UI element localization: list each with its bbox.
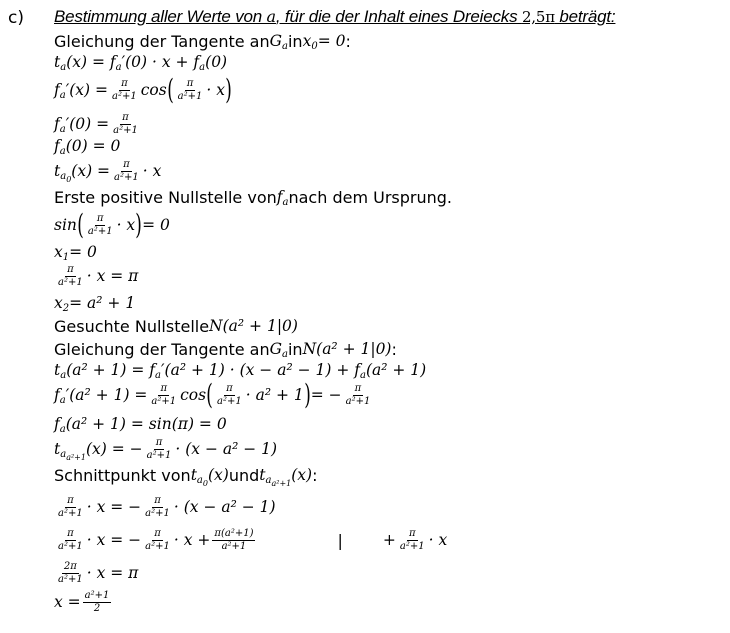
math-variable: x bbox=[302, 32, 312, 50]
math-expression: = a² + 1 bbox=[69, 294, 136, 312]
subscript bbox=[283, 197, 289, 208]
large-parenthesis: ( bbox=[206, 378, 213, 411]
numerator: π bbox=[67, 263, 74, 275]
subscript-text: a bbox=[60, 448, 67, 460]
math-expression: cos bbox=[140, 81, 167, 99]
math-variable: f bbox=[54, 137, 60, 155]
formula-line bbox=[54, 562, 138, 584]
numerator: π bbox=[67, 527, 74, 539]
large-parenthesis: ) bbox=[225, 73, 232, 106]
subscript bbox=[311, 41, 317, 52]
heading-text: , für die der Inhalt eines Dreiecks bbox=[275, 7, 522, 26]
numerator: a²+1 bbox=[84, 589, 110, 601]
formula-line bbox=[54, 186, 452, 208]
subscript-text: a bbox=[155, 369, 162, 381]
numerator: π bbox=[121, 77, 128, 89]
formula-line bbox=[54, 265, 138, 287]
math-expression: = 0 bbox=[317, 32, 346, 50]
formula-line bbox=[54, 51, 227, 73]
denominator: a²+1 bbox=[87, 225, 113, 237]
formula-line bbox=[54, 113, 142, 135]
math-expression: (0) = 0 bbox=[65, 137, 121, 155]
subscript bbox=[60, 124, 66, 135]
subscript bbox=[60, 395, 66, 406]
fraction bbox=[145, 437, 174, 462]
fraction bbox=[111, 112, 140, 137]
subscript bbox=[197, 475, 208, 486]
math-expression: (x) = f bbox=[66, 53, 116, 71]
text: und bbox=[228, 465, 260, 485]
fraction bbox=[56, 495, 85, 520]
math-variable: x bbox=[54, 294, 63, 312]
math-expression: (a² + 1) bbox=[365, 361, 427, 379]
numerator: π bbox=[408, 527, 416, 539]
denominator: a²+1 bbox=[145, 540, 170, 552]
numerator: π bbox=[122, 111, 129, 123]
fraction bbox=[149, 383, 178, 408]
denominator: a²+1 bbox=[146, 449, 172, 461]
text: Gesuchte Nullstelle bbox=[54, 316, 210, 336]
subscript bbox=[60, 146, 66, 157]
math-expression: sin bbox=[54, 216, 77, 234]
subscript-text: a bbox=[282, 348, 288, 360]
formula-line bbox=[54, 378, 374, 411]
subscript bbox=[360, 370, 366, 381]
subscript-text: 2 bbox=[62, 302, 70, 314]
subscript-text: a bbox=[59, 394, 66, 406]
numerator: π bbox=[154, 494, 161, 506]
fraction bbox=[212, 528, 255, 553]
subscript-text: a bbox=[115, 61, 122, 73]
math-expression: ′(a² + 1) = bbox=[65, 386, 148, 404]
math-expression: x = bbox=[54, 593, 81, 611]
math-variable: f bbox=[276, 188, 283, 206]
math-variable: f bbox=[54, 386, 60, 404]
part-label: c) bbox=[8, 8, 24, 28]
math-expression: = 0 bbox=[142, 216, 170, 234]
math-variable: t bbox=[54, 361, 61, 379]
math-expression: (x) bbox=[207, 466, 229, 484]
subscript bbox=[60, 449, 86, 460]
large-parenthesis: ( bbox=[166, 73, 174, 106]
math-expression: = − bbox=[310, 386, 342, 404]
math-expression: · x + bbox=[173, 531, 211, 549]
subscript-text: a bbox=[265, 474, 272, 486]
math-variable: G bbox=[269, 32, 283, 50]
math-expression: · x = − bbox=[86, 531, 142, 549]
formula-line bbox=[54, 413, 227, 435]
fraction bbox=[83, 590, 112, 615]
nested-subscript: 0 bbox=[202, 478, 208, 488]
formula-line bbox=[54, 292, 135, 314]
task-heading bbox=[54, 7, 615, 27]
subscript-text: a bbox=[359, 369, 366, 381]
formula-line bbox=[54, 160, 161, 182]
fraction bbox=[344, 383, 373, 408]
denominator: a²+1 bbox=[221, 540, 247, 552]
math-variable: f bbox=[54, 81, 60, 99]
math-expression: · x = π bbox=[86, 267, 139, 285]
formula-line bbox=[54, 30, 351, 52]
denominator: a²+1 bbox=[58, 276, 83, 288]
text: : bbox=[345, 31, 351, 51]
formula-line bbox=[54, 438, 277, 460]
large-parenthesis: ) bbox=[135, 208, 142, 241]
numerator: π(a²+1) bbox=[214, 527, 254, 539]
subscript bbox=[155, 370, 161, 381]
formula-line bbox=[54, 315, 298, 337]
formula-line bbox=[54, 73, 232, 106]
fraction bbox=[56, 264, 85, 289]
subscript bbox=[63, 303, 69, 314]
denominator: a²+1 bbox=[399, 540, 425, 552]
text: in bbox=[287, 339, 303, 359]
denominator: a²+1 bbox=[151, 395, 177, 407]
nested-subscript: 0 bbox=[66, 174, 72, 184]
math-expression: · a² + 1 bbox=[245, 386, 304, 404]
numerator: π bbox=[186, 77, 194, 89]
denominator: a²+1 bbox=[145, 507, 170, 519]
subscript-text: a bbox=[60, 61, 67, 73]
text: nach dem Ursprung. bbox=[288, 187, 452, 207]
subscript bbox=[60, 90, 66, 101]
denominator: a²+1 bbox=[114, 171, 139, 183]
subscript-text: a bbox=[59, 123, 66, 135]
text: : bbox=[391, 339, 397, 359]
fraction bbox=[56, 561, 85, 586]
subscript-text: a bbox=[196, 474, 203, 486]
math-expression: · x bbox=[142, 162, 162, 180]
numerator: π bbox=[123, 158, 130, 170]
subscript-text: a bbox=[59, 89, 66, 101]
math-expression: (a² + 1) = f bbox=[66, 361, 156, 379]
heading-variable: a bbox=[266, 7, 276, 26]
subscript-text: 1 bbox=[62, 251, 70, 263]
formula-line bbox=[54, 135, 120, 157]
subscript bbox=[60, 171, 71, 182]
formula-line bbox=[54, 529, 447, 551]
subscript-text: a bbox=[282, 40, 288, 52]
denominator: a²+1 bbox=[345, 395, 371, 407]
text: Gleichung der Tangente an bbox=[54, 339, 270, 359]
numerator: π bbox=[96, 212, 104, 224]
subscript bbox=[266, 475, 292, 486]
denominator: 2 bbox=[93, 602, 101, 614]
math-expression: · x bbox=[116, 216, 136, 234]
math-variable: f bbox=[54, 415, 60, 433]
large-parenthesis: ( bbox=[77, 208, 84, 241]
math-expression: cos bbox=[180, 386, 207, 404]
numerator: π bbox=[154, 527, 161, 539]
denominator: a²+1 bbox=[112, 90, 137, 102]
formula-line bbox=[54, 241, 97, 263]
fraction bbox=[176, 78, 205, 103]
math-variable: G bbox=[269, 340, 283, 358]
math-variable: t bbox=[259, 466, 266, 484]
formula-line bbox=[54, 208, 170, 241]
subscript-text: a bbox=[59, 145, 66, 157]
math-variable: t bbox=[54, 53, 61, 71]
subscript-text: a bbox=[199, 61, 206, 73]
math-expression: + bbox=[382, 531, 396, 549]
math-expression: (x) bbox=[291, 466, 313, 484]
subscript-text: a bbox=[60, 369, 67, 381]
subscript-text: 0 bbox=[311, 40, 318, 52]
math-expression: (0) bbox=[205, 53, 228, 71]
text: : bbox=[312, 465, 318, 485]
math-variable: N(a² + 1|0) bbox=[209, 317, 298, 335]
denominator: a²+1 bbox=[217, 395, 242, 407]
math-expression: ′(0) = bbox=[65, 115, 110, 133]
math-expression: = 0 bbox=[69, 243, 97, 261]
denominator: a²+1 bbox=[58, 540, 83, 552]
subscript bbox=[60, 62, 66, 73]
subscript bbox=[282, 349, 288, 360]
nested-subscript: a²+1 bbox=[66, 452, 86, 462]
math-expression: · (x − a² − 1) bbox=[175, 440, 278, 458]
heading-text: beträgt: bbox=[554, 7, 616, 26]
math-expression: ′(0) · x + f bbox=[121, 53, 200, 71]
math-expression: (a² + 1) = sin(π) = 0 bbox=[65, 415, 227, 433]
math-variable: x bbox=[54, 243, 63, 261]
heading-text: Bestimmung aller Werte von bbox=[54, 7, 267, 26]
subscript bbox=[60, 424, 66, 435]
subscript bbox=[282, 41, 288, 52]
formula-line bbox=[54, 591, 113, 613]
fraction bbox=[398, 528, 427, 553]
math-expression: · x bbox=[428, 531, 448, 549]
math-variable: N(a² + 1|0) bbox=[302, 340, 392, 358]
denominator: a²+1 bbox=[58, 507, 83, 519]
formula-line bbox=[54, 338, 397, 360]
math-expression: · (x − a² − 1) bbox=[173, 498, 276, 516]
text: Gleichung der Tangente an bbox=[54, 31, 270, 51]
formula-line bbox=[54, 496, 276, 518]
fraction bbox=[56, 528, 85, 553]
math-expression: · x bbox=[206, 81, 225, 99]
large-parenthesis: ) bbox=[303, 378, 311, 411]
math-expression: · x = π bbox=[86, 564, 139, 582]
math-expression: ′(a² + 1) · (x − a² − 1) + f bbox=[161, 361, 360, 379]
subscript bbox=[199, 62, 205, 73]
math-variable: f bbox=[54, 115, 60, 133]
subscript-text: a bbox=[60, 170, 67, 182]
subscript bbox=[63, 252, 69, 263]
numerator: π bbox=[155, 436, 163, 448]
fraction bbox=[143, 528, 172, 553]
formula-line bbox=[54, 359, 426, 381]
text: in bbox=[287, 31, 303, 51]
math-variable: t bbox=[190, 466, 197, 484]
subscript bbox=[60, 370, 66, 381]
fraction bbox=[143, 495, 172, 520]
fraction bbox=[215, 383, 244, 408]
subscript bbox=[116, 62, 122, 73]
numerator: π bbox=[160, 382, 168, 394]
denominator: a²+1 bbox=[58, 573, 83, 585]
formula-line bbox=[54, 464, 317, 486]
math-expression: · x = − bbox=[86, 498, 142, 516]
subscript-text: a bbox=[59, 423, 66, 435]
text: Erste positive Nullstelle von bbox=[54, 187, 277, 207]
numerator: π bbox=[354, 382, 362, 394]
math-variable: t bbox=[54, 440, 61, 458]
denominator: a²+1 bbox=[177, 90, 203, 102]
math-variable: t bbox=[54, 162, 61, 180]
text: Schnittpunkt von bbox=[54, 465, 191, 485]
numerator: π bbox=[226, 382, 233, 394]
operation-separator: | bbox=[337, 530, 343, 550]
denominator: a²+1 bbox=[113, 124, 138, 136]
numerator: π bbox=[67, 494, 74, 506]
nested-subscript: a²+1 bbox=[271, 478, 292, 488]
subscript-text: a bbox=[282, 196, 289, 208]
fraction bbox=[86, 213, 115, 238]
math-expression: (x) = bbox=[71, 162, 111, 180]
heading-area-value: 2,5π bbox=[521, 8, 555, 26]
numerator: 2π bbox=[63, 560, 77, 572]
fraction bbox=[112, 159, 141, 184]
fraction bbox=[110, 78, 139, 103]
math-expression: ′(x) = bbox=[65, 81, 108, 99]
math-expression: (x) = − bbox=[85, 440, 143, 458]
